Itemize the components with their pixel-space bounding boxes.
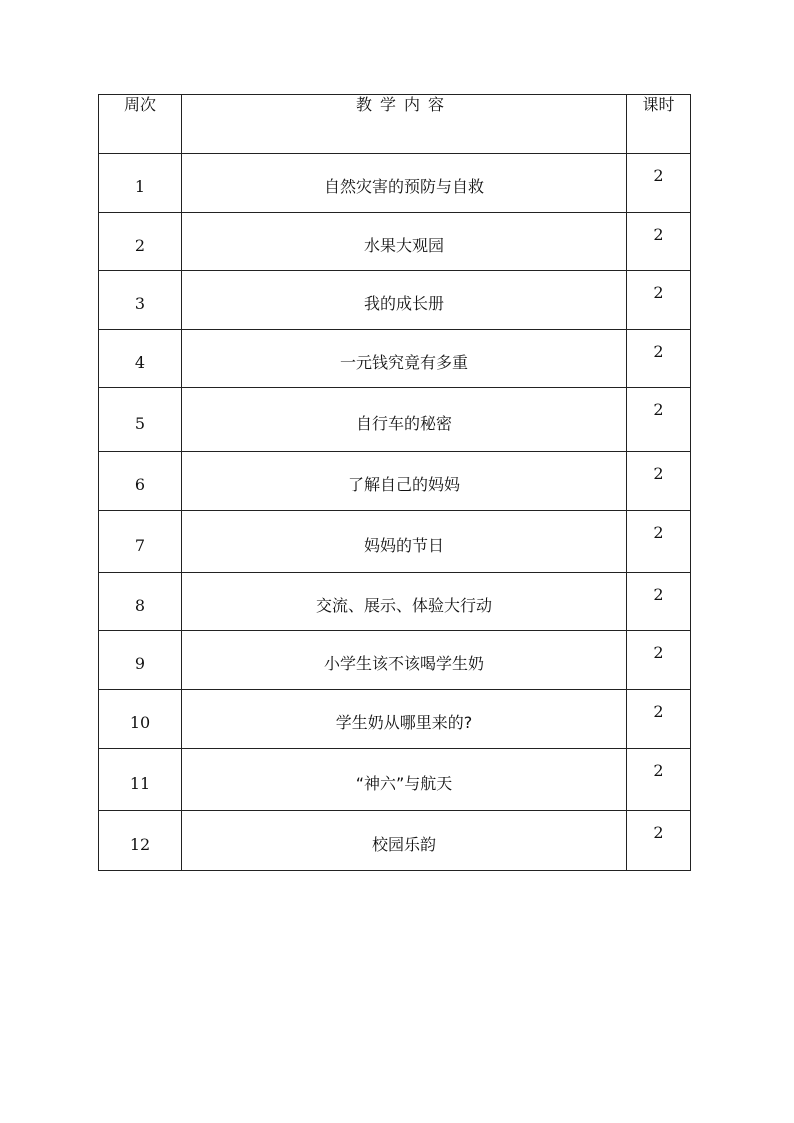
content-cell: 一元钱究竟有多重 [182, 330, 627, 388]
hours-cell: 2 [627, 154, 691, 213]
content-cell: 自行车的秘密 [182, 388, 627, 452]
header-content: 教学内容 [182, 95, 627, 154]
week-cell: 9 [99, 631, 182, 690]
content-cell: “神六”与航天 [182, 749, 627, 811]
table-row [99, 452, 691, 511]
hours-cell: 2 [627, 573, 691, 631]
table-row [99, 749, 691, 811]
week-cell: 5 [99, 388, 182, 452]
week-cell: 1 [99, 154, 182, 213]
content-cell: 妈妈的节日 [182, 511, 627, 573]
week-cell: 4 [99, 330, 182, 388]
table-row [99, 811, 691, 871]
content-cell: 了解自己的妈妈 [182, 452, 627, 511]
hours-cell: 2 [627, 749, 691, 811]
week-cell: 2 [99, 213, 182, 271]
table-row [99, 154, 691, 213]
table-row [99, 388, 691, 452]
content-cell: 小学生该不该喝学生奶 [182, 631, 627, 690]
hours-cell: 2 [627, 511, 691, 573]
lesson-schedule-table [98, 94, 691, 871]
hours-cell: 2 [627, 631, 691, 690]
hours-cell: 2 [627, 690, 691, 749]
table-row [99, 511, 691, 573]
week-cell: 11 [99, 749, 182, 811]
hours-cell: 2 [627, 388, 691, 452]
week-cell: 12 [99, 811, 182, 871]
hours-cell: 2 [627, 811, 691, 871]
week-cell: 6 [99, 452, 182, 511]
table-row [99, 690, 691, 749]
table-row [99, 631, 691, 690]
week-cell: 7 [99, 511, 182, 573]
hours-cell: 2 [627, 452, 691, 511]
content-cell: 交流、展示、体验大行动 [182, 573, 627, 631]
content-cell: 水果大观园 [182, 213, 627, 271]
hours-cell: 2 [627, 271, 691, 330]
week-cell: 3 [99, 271, 182, 330]
table-header-row [99, 95, 691, 154]
header-week: 周次 [99, 95, 182, 154]
content-cell: 校园乐韵 [182, 811, 627, 871]
week-cell: 10 [99, 690, 182, 749]
table-row [99, 213, 691, 271]
table-row [99, 573, 691, 631]
week-cell: 8 [99, 573, 182, 631]
content-cell: 自然灾害的预防与自救 [182, 154, 627, 213]
table-row [99, 271, 691, 330]
hours-cell: 2 [627, 213, 691, 271]
content-cell: 学生奶从哪里来的? [182, 690, 627, 749]
hours-cell: 2 [627, 330, 691, 388]
header-hours: 课时 [627, 95, 691, 154]
content-cell: 我的成长册 [182, 271, 627, 330]
table-row [99, 330, 691, 388]
